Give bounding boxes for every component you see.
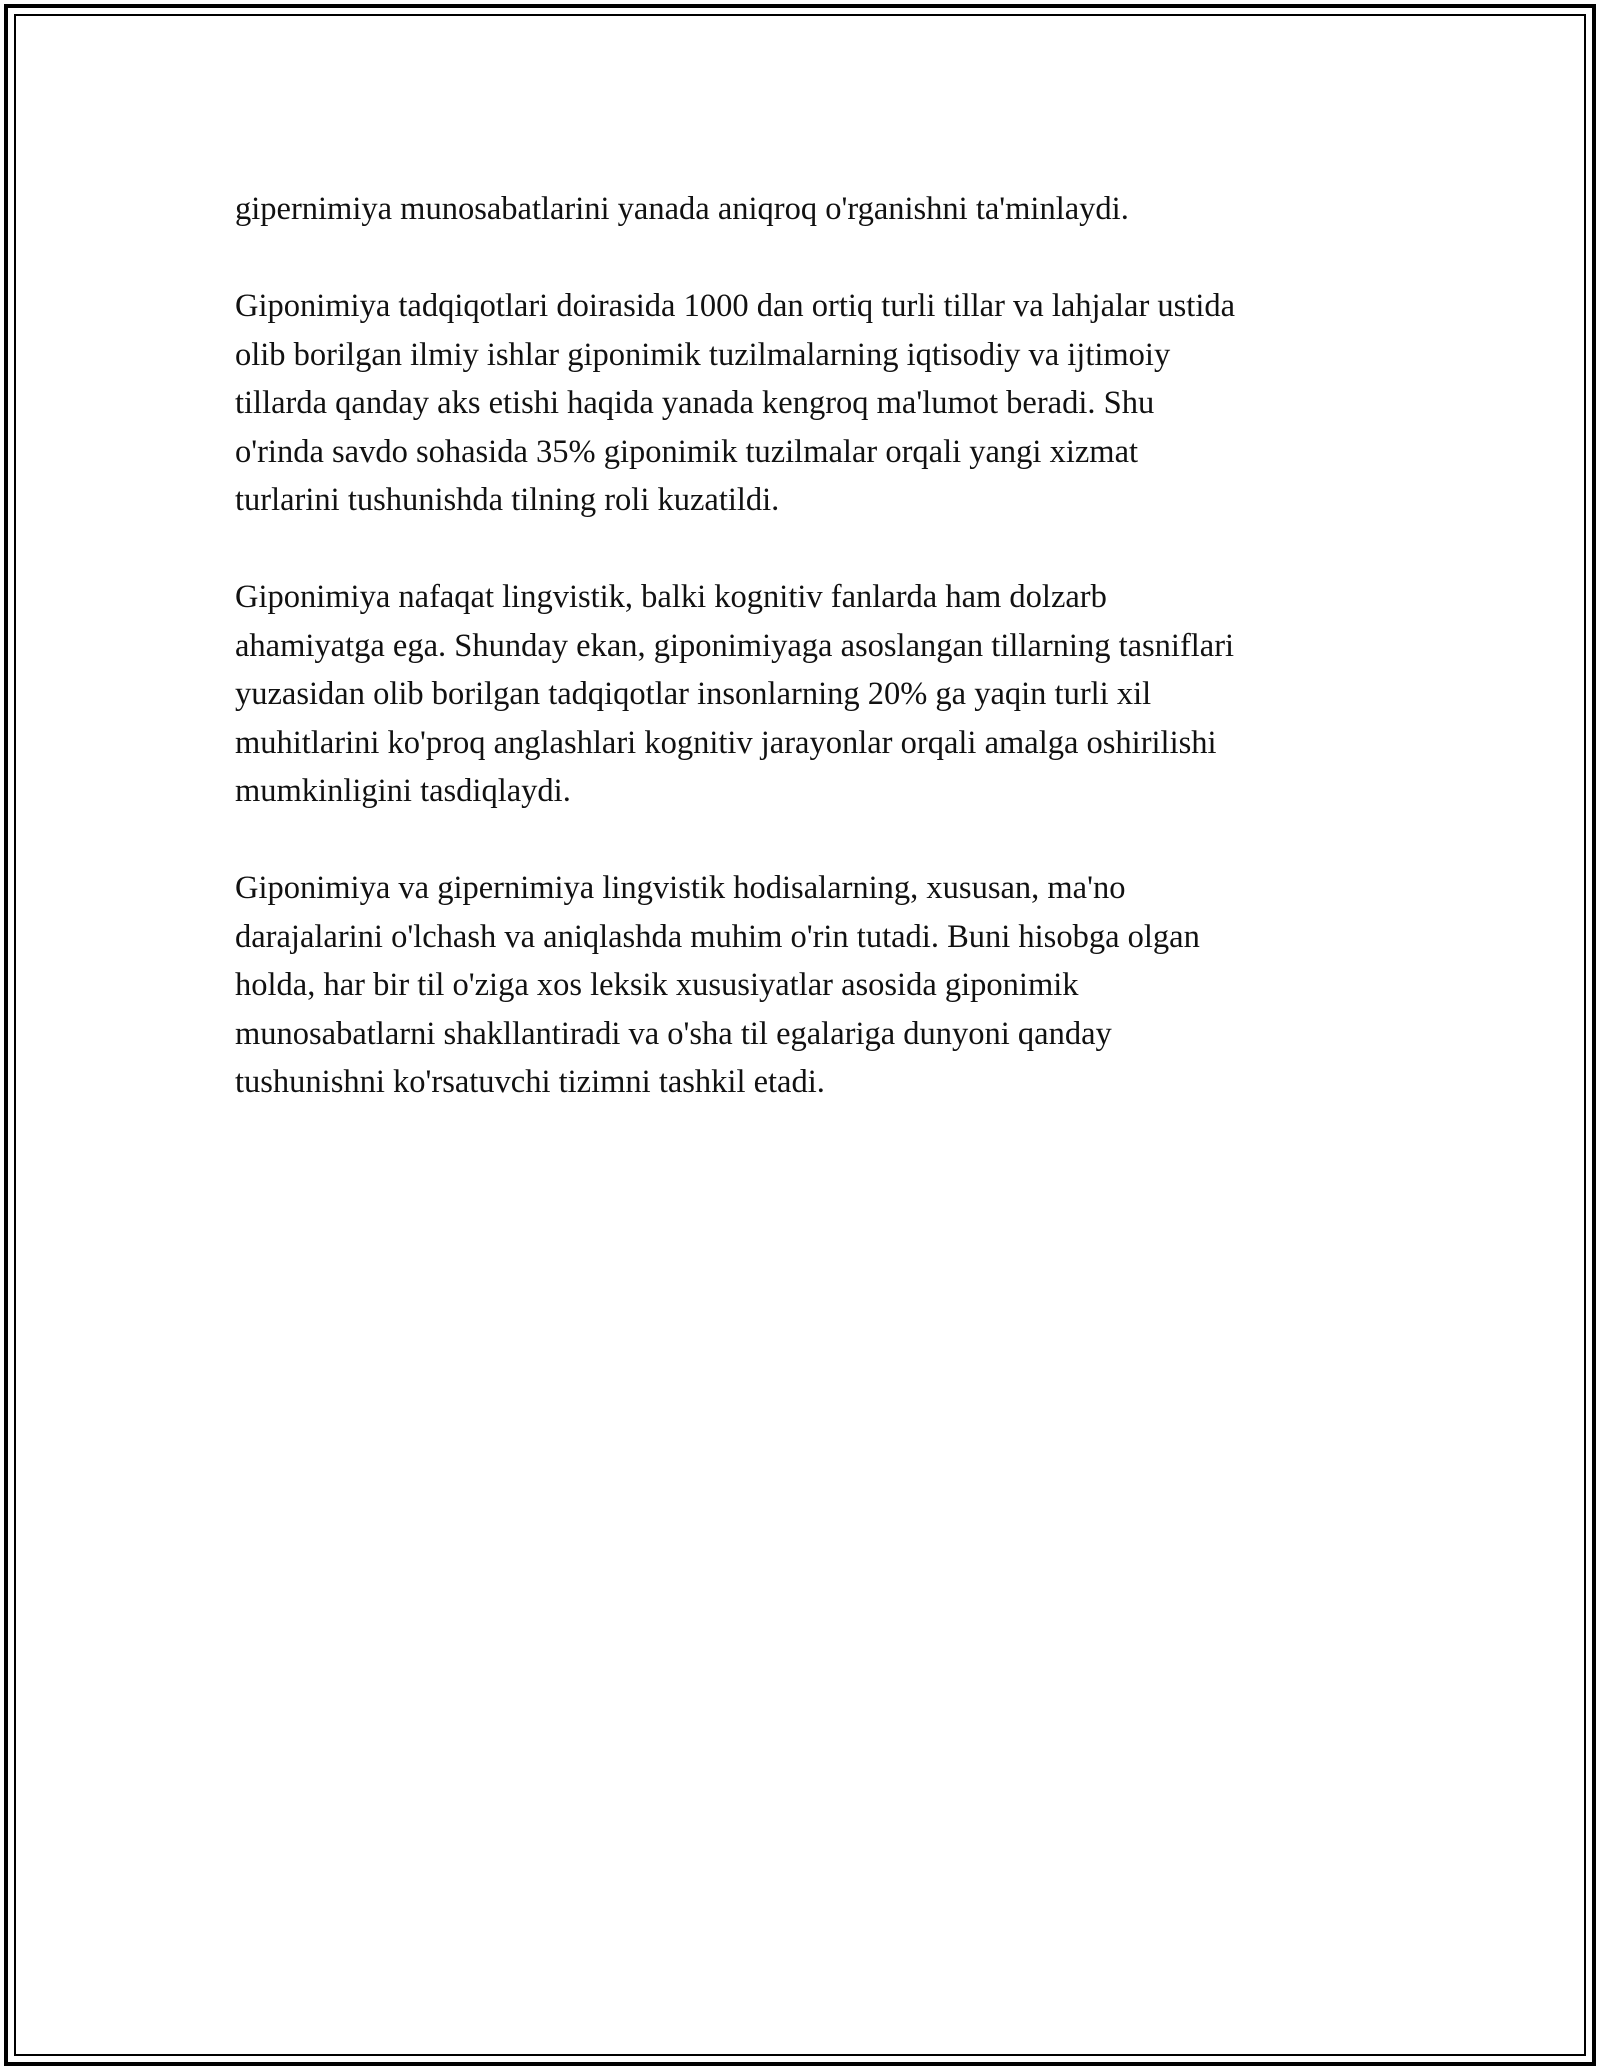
paragraph-3 bbox=[235, 573, 1385, 816]
paragraph-4 bbox=[235, 864, 1385, 1107]
text-line: ahamiyatga ega. Shunday ekan, giponimiyaga asoslangan tillarning tasniflari bbox=[235, 627, 1235, 664]
text-line: mumkinligini tasdiqlaydi. bbox=[235, 773, 571, 809]
text-line: tushunishni ko'rsatuvchi tizimni tashkil etadi. bbox=[235, 1064, 825, 1100]
text-line: holda, har bir til o'ziga xos leksik xususiyatlar asosida giponimik bbox=[235, 967, 1079, 1003]
text-line: Giponimiya va gipernimiya lingvistik hodisalarning, xususan, ma'no bbox=[235, 870, 1126, 906]
text-line: tillarda qanday aks etishi haqida yanada kengroq ma'lumot beradi. Shu bbox=[235, 385, 1155, 421]
paragraph-1 bbox=[235, 185, 1385, 234]
text-line: turlarini tushunishda tilning roli kuzatildi. bbox=[235, 482, 780, 518]
text-line: darajalarini o'lchash va aniqlashda muhim o'rin tutadi. Buni hisobga olgan bbox=[235, 918, 1200, 955]
text-line: gipernimiya munosabatlarini yanada aniqroq o'rganishni ta'minlaydi. bbox=[235, 191, 1129, 227]
text-line: Giponimiya tadqiqotlari doirasida 1000 dan ortiq turli tillar va lahjalar ustida bbox=[235, 288, 1236, 324]
text-line: yuzasidan olib borilgan tadqiqotlar insonlarning 20% ga yaqin turli xil bbox=[235, 676, 1152, 712]
text-line: munosabatlarni shakllantiradi va o'sha til egalariga dunyoni qanday bbox=[235, 1015, 1112, 1052]
paragraph-2 bbox=[235, 282, 1385, 525]
text-line: olib borilgan ilmiy ishlar giponimik tuzilmalarning iqtisodiy va ijtimoiy bbox=[235, 336, 1171, 373]
text-line: muhitlarini ko'proq anglashlari kognitiv jarayonlar orqali amalga oshirilishi bbox=[235, 724, 1217, 761]
text-line: Giponimiya nafaqat lingvistik, balki kognitiv fanlarda ham dolzarb bbox=[235, 579, 1107, 615]
document-body bbox=[235, 185, 1385, 1155]
text-line: o'rinda savdo sohasida 35% giponimik tuzilmalar orqali yangi xizmat bbox=[235, 433, 1139, 470]
